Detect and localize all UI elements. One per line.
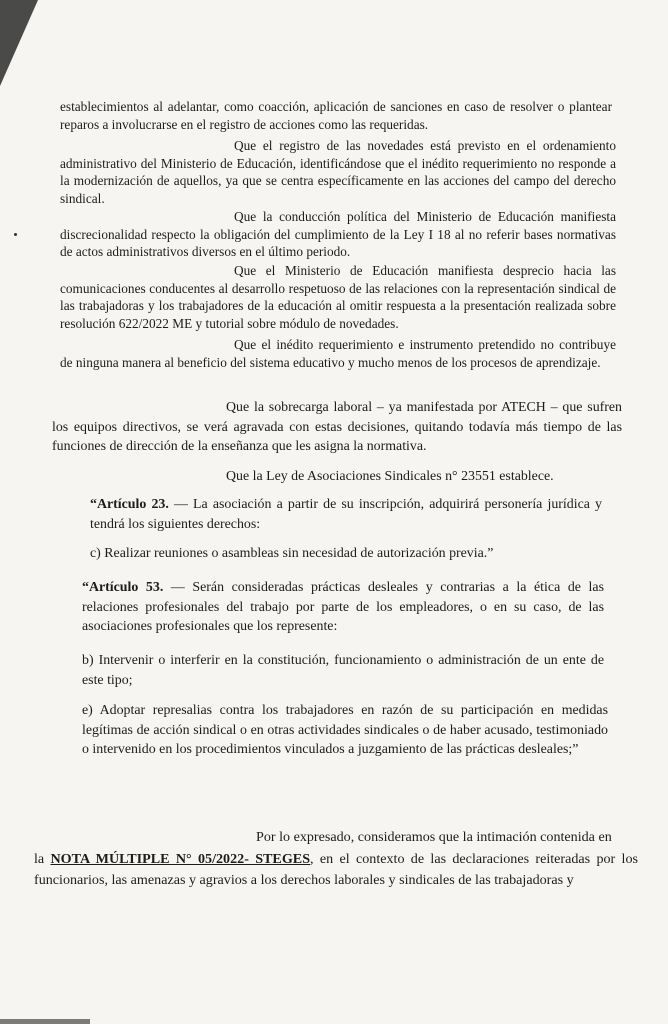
paragraph-desprecio-comunicaciones: Que el Ministerio de Educación manifiesta desprecio hacia las comunicaciones conducentes al desarrollo respetuoso de las relaciones con la representación sindical de las trabajadoras y los trabajadores de la educación al omitir respuesta a la presentación realizada sobre resolución 622/2022 ME y tutorial sobre módulo de novedades.: [60, 263, 616, 331]
paragraph-sobrecarga-laboral: Que la sobrecarga laboral – ya manifestada por ATECH – que sufren los equipos directivos, se verá agravada con estas decisiones, quitando todavía más tiempo de las funciones de dirección de la enseñanza que les asigna la normativa.: [52, 400, 622, 454]
quote-articulo-53-inciso-e: e) Adoptar represalias contra los trabajadores en razón de su participación en medidas legítimas de acción sindical o en otras actividades sindicales o de haber acusado, testimoniado o intervenido en los procedimientos vinculados a juzgamiento de las prácticas desleales;”: [82, 703, 608, 757]
paragraph-conduccion-politica: Que la conducción política del Ministerio de Educación manifiesta discrecionalidad respecto la obligación del cumplimiento de la Ley I 18 al no referir bases normativas de actos administrativos diversos en el último periodo.: [60, 209, 616, 260]
quote-articulo-53-inciso-b: b) Intervenir o interferir en la constitución, funcionamiento o administración de un ente de este tipo;: [82, 653, 604, 688]
articulo-23-text: — La asociación a partir de su inscripción, adquirirá personería jurídica y tendrá los siguientes derechos:: [90, 497, 602, 532]
paragraph-por-lo-expresado: Por lo expresado, consideramos que la intimación contenida en: [256, 829, 612, 845]
articulo-23-label: “Artículo 23.: [90, 497, 169, 512]
quote-articulo-23-inciso-c: c) Realizar reuniones o asambleas sin necesidad de autorización previa.”: [90, 546, 494, 561]
paragraph-registro-novedades: Que el registro de las novedades está previsto en el ordenamiento administrativo del Ministerio de Educación, identificándose que el inédito requerimiento no responde a la modernización de aquellos, ya que se centra específicamente en las acciones del campo del derecho sindical.: [60, 138, 616, 206]
quote-articulo-53: [82, 578, 604, 637]
paragraph-inedito-requerimiento: Que el inédito requerimiento e instrumento pretendido no contribuye de ninguna manera al beneficio del sistema educativo y mucho menos de los procesos de aprendizaje.: [60, 337, 616, 370]
nota-multiple-reference: NOTA MÚLTIPLE N° 05/2022- STEGES: [50, 851, 311, 867]
paragraph-nota-multiple: [34, 849, 638, 890]
quote-articulo-23: [90, 495, 602, 534]
closing-rest: , en el contexto de las declaraciones reiteradas por los funcionarios, las amenazas y agravios a los derechos laborales y sindicales de las trabajadoras y: [34, 851, 638, 888]
closing-pre: la: [34, 851, 51, 867]
paragraph-ley-asociaciones: Que la Ley de Asociaciones Sindicales n° 23551 establece.: [226, 469, 554, 484]
paragraph-establecimientos: establecimientos al adelantar, como coacción, aplicación de sanciones en caso de resolver o plantear reparos a involucrarse en el registro de acciones como las requeridas.: [60, 99, 612, 132]
articulo-53-label: “Artículo 53.: [82, 580, 164, 595]
articulo-53-text: — Serán consideradas prácticas desleales y contrarias a la ética de las relaciones profesionales del trabajo por parte de los empleadores, o en su caso, de las asociaciones profesionales que los represente:: [82, 580, 604, 634]
